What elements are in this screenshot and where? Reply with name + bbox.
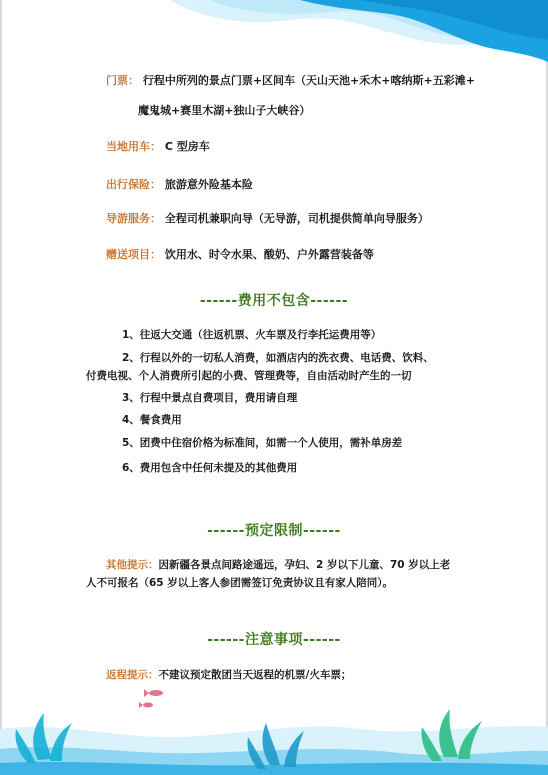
return-tip-label: 返程提示： [106,669,159,681]
gift-row [106,248,374,262]
gift-label: 赠送项目： [106,248,161,261]
top-wave-decoration [0,0,548,80]
tickets-value-continued: 魔鬼城+赛里木湖+独山子大峡谷） [138,104,311,117]
bottom-sea-decoration [0,665,548,775]
car-label: 当地用车： [106,140,161,153]
booking-tip-continued: 人不可报名（65 岁以上客人参团需签订免责协议且有家人陪同）。 [86,577,394,589]
booking-tip-label: 其他提示： [106,559,159,571]
excluded-heading: ------费用不包含------ [199,293,349,309]
excluded-item-continued: 付费电视、个人消费所引起的小费、管理费等，自由活动时产生的一切 [86,370,412,382]
gift-value: 饮用水、时令水果、酸奶、户外露营装备等 [164,248,374,261]
booking-tip-row [106,558,450,572]
guide-label: 导游服务： [106,212,161,225]
fish-icon [144,689,163,697]
excluded-item: 6、费用包含中任何未提及的其他费用 [122,462,298,474]
car-row [106,140,210,154]
page-left-edge [0,0,2,775]
insurance-row [106,178,253,192]
notes-heading: ------注意事项------ [207,632,341,648]
insurance-value: 旅游意外险基本险 [164,178,253,191]
car-value: C 型房车 [164,140,210,153]
return-tip-value: 不建议预定散团当天返程的机票/火车票； [158,669,352,681]
excluded-item: 1、往返大交通（往返机票、火车票及行李托运费用等） [122,329,382,341]
excluded-item: 4、餐食费用 [122,414,182,426]
excluded-item: 5、团费中住宿价格为标准间，如需一个人使用，需补单房差 [122,437,403,449]
insurance-label: 出行保险： [106,178,161,191]
fish-icon [139,702,153,708]
tickets-label: 门票： [106,74,139,87]
tickets-row [106,74,475,88]
tickets-value: 行程中所列的景点门票+区间车（天山天池+禾木+喀纳斯+五彩滩+ [142,74,475,87]
guide-value: 全程司机兼职向导（无导游，司机提供简单向导服务） [164,212,429,225]
booking-tip-value: 因新疆各景点间路途遥远，孕妇、2 岁以下儿童、70 岁以上老 [158,559,451,571]
guide-row [106,212,429,226]
excluded-item: 2、行程以外的一切私人消费，如酒店内的洗衣费、电话费、饮料、 [122,352,434,364]
booking-heading: ------预定限制------ [207,523,341,539]
excluded-item: 3、行程中景点自费项目，费用请自理 [122,392,298,404]
